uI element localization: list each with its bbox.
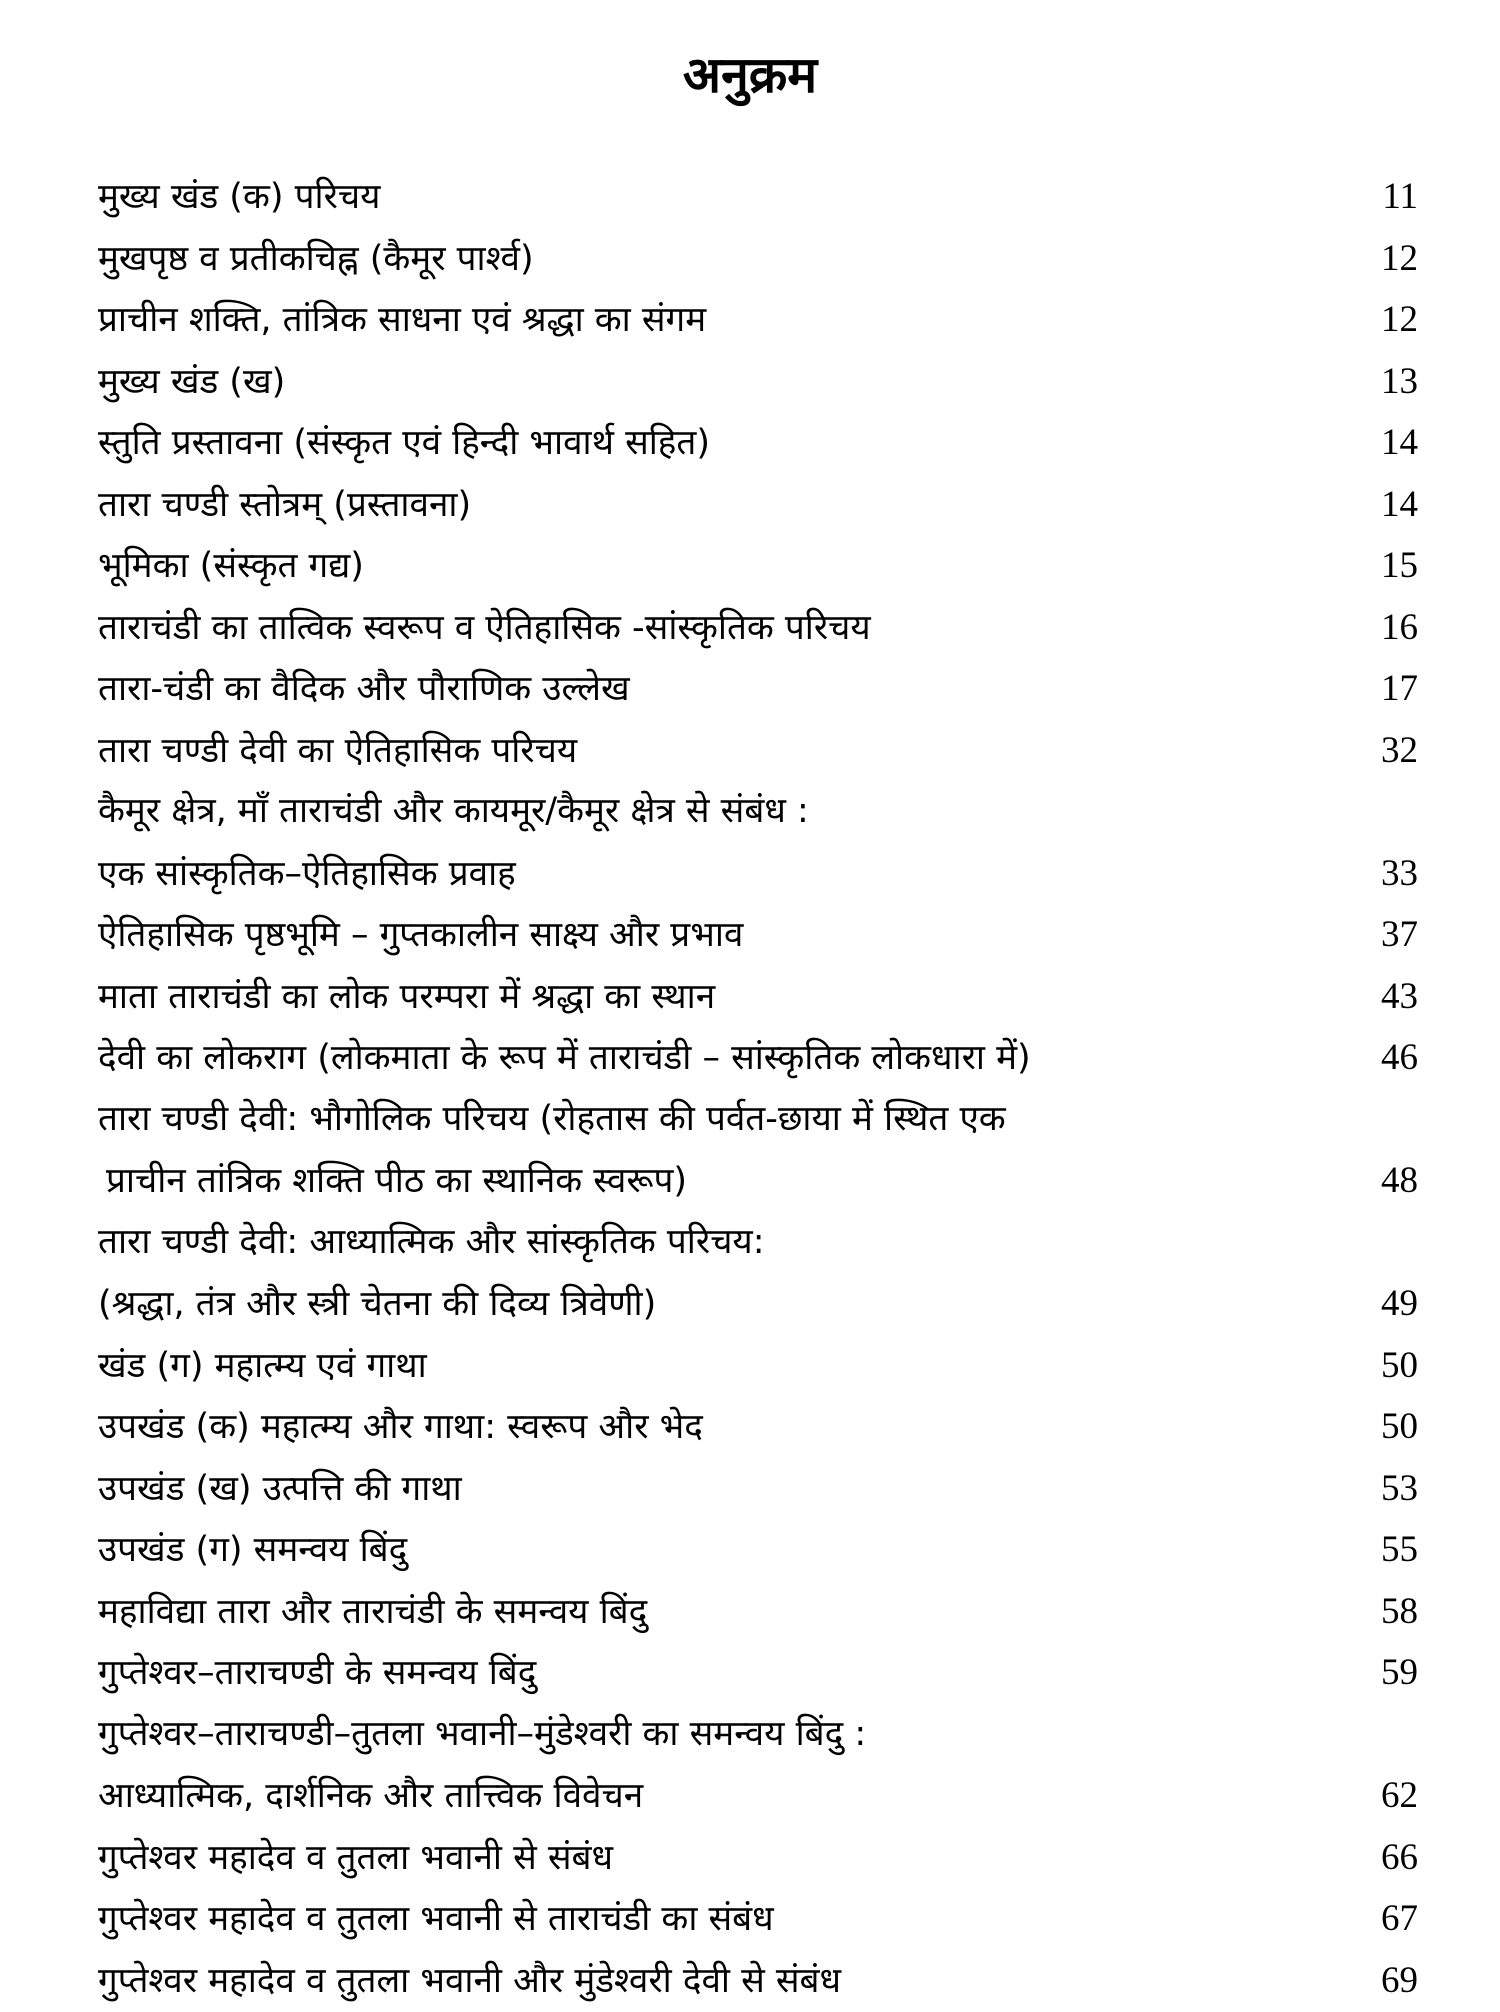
toc-entry-page-number: 43 <box>1328 966 1418 1028</box>
toc-entry <box>98 1888 1418 1950</box>
toc-entry <box>98 966 1418 1028</box>
toc-entry-page-number: 69 <box>1328 1950 1418 2012</box>
toc-entry <box>98 1950 1418 2012</box>
toc-entry-title: खंड (ग) महात्म्य एवं गाथा <box>98 1336 1328 1398</box>
toc-entry <box>98 166 1418 228</box>
toc-entry <box>98 1827 1418 1889</box>
toc-entry <box>98 1704 1418 1766</box>
toc-entry-title: उपखंड (क) महात्म्य और गाथा: स्वरूप और भेद <box>98 1397 1328 1459</box>
toc-entry-title: गुप्तेश्वर–ताराचण्डी–तुतला भवानी–मुंडेश्वरी का समन्वय बिंदु : <box>98 1704 1328 1766</box>
toc-entry-page-number: 67 <box>1328 1888 1418 1950</box>
toc-entry <box>98 597 1418 659</box>
toc-entry-page-number: 46 <box>1328 1027 1418 1089</box>
toc-entry-title: महाविद्या तारा और ताराचंडी के समन्वय बिंदु <box>98 1582 1328 1644</box>
toc-entry-page-number: 55 <box>1328 1519 1418 1581</box>
toc-entry <box>98 1335 1418 1397</box>
toc-entry-title: गुप्तेश्वर महादेव व तुतला भवानी और मुंडेश्वरी देवी से संबंध <box>98 1951 1328 2012</box>
toc-entry-title: गुप्तेश्वर महादेव व तुतला भवानी से संबंध <box>98 1828 1328 1890</box>
toc-entry <box>98 1581 1418 1643</box>
toc-entry-page-number: 13 <box>1328 351 1418 413</box>
toc-entry-title: तारा चण्डी स्तोत्रम् (प्रस्तावना) <box>98 475 1328 537</box>
toc-entry <box>98 412 1418 474</box>
toc-entry <box>98 658 1418 720</box>
toc-entry-title: तारा चण्डी देवी का ऐतिहासिक परिचय <box>98 721 1328 783</box>
toc-entry-page-number: 16 <box>1328 597 1418 659</box>
toc-entry-page-number: 14 <box>1328 474 1418 536</box>
toc-entry-title: माता ताराचंडी का लोक परम्परा में श्रद्धा का स्थान <box>98 967 1328 1029</box>
toc-entry-title: मुखपृष्ठ व प्रतीकचिह्न (कैमूर पार्श्व) <box>98 229 1328 291</box>
toc-entry <box>98 1519 1418 1581</box>
toc-entry-title: देवी का लोकराग (लोकमाता के रूप में ताराचंडी – सांस्कृतिक लोकधारा में) <box>98 1028 1328 1090</box>
toc-entry-page-number: 15 <box>1328 535 1418 597</box>
toc-entry <box>98 843 1418 905</box>
toc-entry-title: मुख्य खंड (ख) <box>98 352 1328 414</box>
toc-entry <box>98 1027 1418 1089</box>
toc-entry <box>98 1150 1418 1212</box>
toc-entry-title: उपखंड (ग) समन्वय बिंदु <box>98 1520 1328 1582</box>
toc-entry-title: तारा चण्डी देवी: आध्यात्मिक और सांस्कृतिक परिचय: <box>98 1212 1328 1274</box>
toc-entry-title: ऐतिहासिक पृष्ठभूमि – गुप्तकालीन साक्ष्य और प्रभाव <box>98 905 1328 967</box>
toc-entry-page-number: 53 <box>1328 1458 1418 1520</box>
toc-entry <box>98 1212 1418 1274</box>
toc-entry-page-number: 62 <box>1328 1765 1418 1827</box>
toc-entry-title: तारा चण्डी देवी: भौगोलिक परिचय (रोहतास की पर्वत-छाया में स्थित एक <box>98 1089 1328 1151</box>
toc-entry <box>98 535 1418 597</box>
toc-entry <box>98 474 1418 536</box>
table-of-contents <box>98 166 1418 2011</box>
toc-entry-page-number: 66 <box>1328 1827 1418 1889</box>
toc-entry <box>98 720 1418 782</box>
toc-entry <box>98 1642 1418 1704</box>
toc-entry <box>98 1765 1418 1827</box>
toc-entry <box>98 1089 1418 1151</box>
toc-entry-title: तारा-चंडी का वैदिक और पौराणिक उल्लेख <box>98 659 1328 721</box>
toc-entry-page-number: 59 <box>1328 1642 1418 1704</box>
toc-entry <box>98 1396 1418 1458</box>
toc-entry-title: भूमिका (संस्कृत गद्य) <box>98 536 1328 598</box>
toc-entry-page-number: 32 <box>1328 720 1418 782</box>
toc-entry-title: एक सांस्कृतिक–ऐतिहासिक प्रवाह <box>98 844 1328 906</box>
toc-entry-page-number: 49 <box>1328 1273 1418 1335</box>
toc-entry-page-number: 50 <box>1328 1396 1418 1458</box>
toc-entry-title: प्राचीन तांत्रिक शक्ति पीठ का स्थानिक स्वरूप) <box>98 1151 1328 1213</box>
toc-entry-title: गुप्तेश्वर महादेव व तुतला भवानी से ताराचंडी का संबंध <box>98 1889 1328 1951</box>
toc-entry-title: कैमूर क्षेत्र, माँ ताराचंडी और कायमूर/कैमूर क्षेत्र से संबंध : <box>98 781 1328 843</box>
toc-entry-title: गुप्तेश्वर–ताराचण्डी के समन्वय बिंदु <box>98 1643 1328 1705</box>
toc-entry <box>98 228 1418 290</box>
toc-entry-title: (श्रद्धा, तंत्र और स्त्री चेतना की दिव्य त्रिवेणी) <box>98 1274 1328 1336</box>
toc-entry <box>98 781 1418 843</box>
toc-entry-page-number: 58 <box>1328 1581 1418 1643</box>
toc-entry-page-number: 14 <box>1328 412 1418 474</box>
toc-entry-page-number: 11 <box>1328 166 1418 228</box>
toc-entry-title: आध्यात्मिक, दार्शनिक और तात्त्विक विवेचन <box>98 1766 1328 1828</box>
toc-entry-page-number: 48 <box>1328 1150 1418 1212</box>
toc-entry-page-number: 33 <box>1328 843 1418 905</box>
toc-entry-page-number: 12 <box>1328 289 1418 351</box>
page-title: अनुक्रम <box>0 40 1500 110</box>
toc-entry <box>98 289 1418 351</box>
toc-entry-title: ताराचंडी का तात्विक स्वरूप व ऐतिहासिक -सांस्कृतिक परिचय <box>98 598 1328 660</box>
toc-entry <box>98 351 1418 413</box>
toc-entry <box>98 1273 1418 1335</box>
toc-entry-title: प्राचीन शक्ति, तांत्रिक साधना एवं श्रद्धा का संगम <box>98 290 1328 352</box>
toc-entry-title: मुख्य खंड (क) परिचय <box>98 167 1328 229</box>
toc-entry-page-number: 17 <box>1328 658 1418 720</box>
toc-entry-title: उपखंड (ख) उत्पत्ति की गाथा <box>98 1459 1328 1521</box>
toc-entry-title: स्तुति प्रस्तावना (संस्कृत एवं हिन्दी भावार्थ सहित) <box>98 413 1328 475</box>
toc-entry <box>98 904 1418 966</box>
toc-entry-page-number: 12 <box>1328 228 1418 290</box>
toc-entry-page-number: 50 <box>1328 1335 1418 1397</box>
toc-entry <box>98 1458 1418 1520</box>
toc-entry-page-number: 37 <box>1328 904 1418 966</box>
